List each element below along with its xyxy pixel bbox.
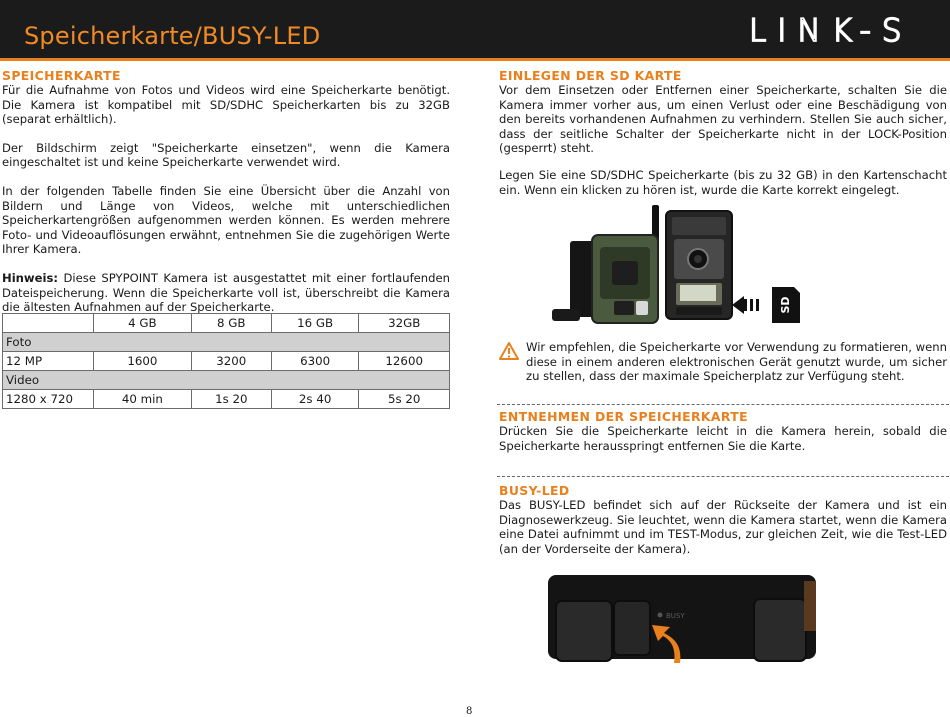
remove-card-para: Drücken Sie die Speicherkarte leicht in die Kamera herein, sobald die Speicherkarte herausspringt entfernen Sie die Karte.	[499, 424, 947, 453]
link-s-logo	[747, 12, 942, 46]
table-cell: 1600	[94, 352, 192, 371]
table-section-row	[3, 333, 450, 352]
hint-label: Hinweis:	[2, 270, 59, 285]
table-row	[3, 390, 450, 409]
memory-card-intro: Für die Aufnahme von Fotos und Videos wird eine Speicherkarte benötigt. Die Kamera ist kompatibel mit SD/SDHC Speicherkarten bis zu 32GB (separat erhältlich).	[2, 83, 450, 127]
sd-card-icon	[772, 287, 800, 323]
warning-icon	[499, 342, 519, 360]
warning-text: Wir empfehlen, die Speicherkarte vor Verwendung zu formatieren, wenn diese in einem anderen elektronischen Gerät genutzt wurde, um sicher zu stellen, dass der maximale Speicherplatz zur Verfügung steht.	[526, 340, 947, 384]
table-section-row	[3, 371, 450, 390]
table-header-cell: 4 GB	[94, 314, 192, 333]
photo-section-label: Foto	[3, 333, 450, 352]
memory-card-hint	[2, 271, 450, 315]
table-header-cell	[3, 314, 94, 333]
table-cell: 6300	[271, 352, 358, 371]
table-header-cell: 16 GB	[271, 314, 358, 333]
table-cell: 3200	[191, 352, 271, 371]
table-cell: 40 min	[94, 390, 192, 409]
busy-led-para: Das BUSY-LED befindet sich auf der Rückseite der Kamera und ist ein Diagnosewerkzeug. Sie leuchtet, wenn die Kamera startet, wenn die Kamera eine Datei aufnimmt und im TEST-Modus, zur gleichen Zeit, wie die Test-LED (an der Vorderseite der Kamera).	[499, 498, 947, 556]
table-cell: 5s 20	[359, 390, 450, 409]
table-cell: 1s 20	[191, 390, 271, 409]
insert-sd-heading: EINLEGEN DER SD KARTE	[499, 68, 682, 83]
camera-open-illustration	[548, 205, 810, 329]
insert-arrow-icon	[732, 296, 759, 314]
insert-sd-para: Vor dem Einsetzen oder Entfernen einer Speicherkarte, schalten Sie die Kamera immer vorher aus, um einen Verlust oder eine Beschädigung von den bereits vorhandenen Aufnahmen zu verhindern. Stellen Sie auch sicher, dass der seitliche Schalter der Speicherkarte nicht in der LOCK-Position (gesperrt) steht.	[499, 83, 947, 156]
table-header-row	[3, 314, 450, 333]
memory-card-heading: SPEICHERKARTE	[2, 68, 121, 83]
table-header-cell: 32GB	[359, 314, 450, 333]
busy-led-heading: BUSY-LED	[499, 483, 570, 498]
section-divider	[497, 476, 949, 477]
insert-sd-para: Legen Sie eine SD/SDHC Speicherkarte (bis zu 32 GB) in den Kartenschacht ein. Wenn ein klicken zu hören ist, wurde die Karte korrekt eingelegt.	[499, 167, 947, 197]
busy-led-label: BUSY	[666, 612, 685, 620]
capacity-table	[2, 313, 450, 409]
sd-card-label: SD	[779, 296, 792, 314]
insert-sd-section	[499, 69, 947, 197]
hint-text: Diese SPYPOINT Kamera ist ausgestattet mit einer fortlaufenden Dateispeicherung. Wenn die Speicherkarte voll ist, überschreibt die Kamera die ältesten Aufnahmen auf der Speicherkarte.	[2, 270, 450, 315]
page-title: Speicherkarte/BUSY-LED	[24, 22, 321, 50]
video-section-label: Video	[3, 371, 450, 390]
table-cell: 12 MP	[3, 352, 94, 371]
remove-card-heading: ENTNEHMEN DER SPEICHERKARTE	[499, 409, 749, 424]
camera-bottom-illustration	[548, 575, 818, 667]
table-cell: 1280 x 720	[3, 390, 94, 409]
memory-card-table-intro: In der folgenden Tabelle finden Sie eine Übersicht über die Anzahl von Bildern und Länge von Videos, welche mit unterschiedlichen Speicherkartengrößen aufgenommen werden können. Es werden mehrere Foto- und Videoauflösungen erwähnt, entnehmen Sie die zugehörigen Werte Ihrer Kamera.	[2, 183, 450, 257]
table-cell: 12600	[359, 352, 450, 371]
table-header-cell: 8 GB	[191, 314, 271, 333]
remove-card-section	[499, 410, 947, 453]
memory-card-screen-note: Der Bildschirm zeigt "Speicherkarte einsetzen", wenn die Kamera eingeschaltet ist und keine Speicherkarte verwendet wird.	[2, 140, 450, 170]
busy-led-section	[499, 484, 947, 556]
format-warning	[499, 340, 947, 384]
logo-text: LINK-S	[749, 13, 913, 46]
memory-card-section	[2, 69, 450, 315]
section-divider	[497, 404, 949, 405]
page-number: 8	[466, 706, 473, 717]
table-cell: 2s 40	[271, 390, 358, 409]
table-row	[3, 352, 450, 371]
page-header	[0, 0, 950, 61]
